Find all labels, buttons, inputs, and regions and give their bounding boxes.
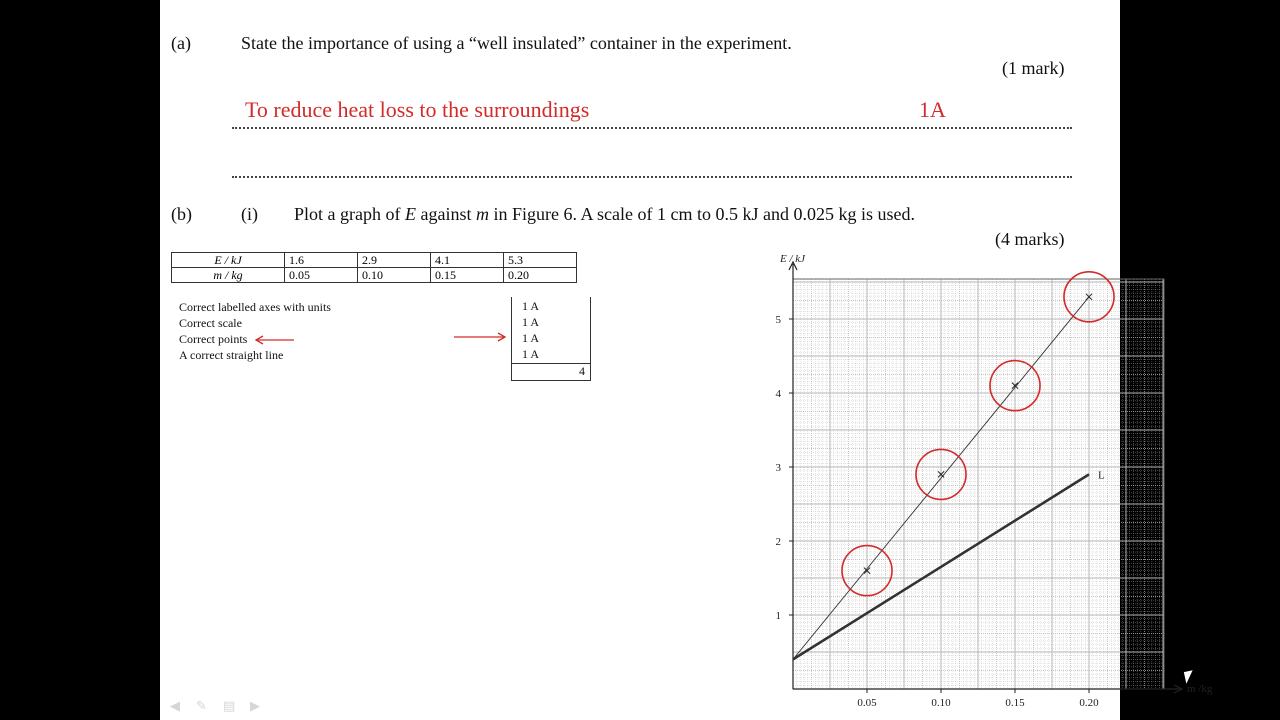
criterion-item: Correct scale <box>179 316 242 330</box>
marks-total: 4 <box>579 364 585 378</box>
question-a-marks: (1 mark) <box>1002 58 1065 78</box>
table-row <box>172 253 577 268</box>
table-cell: 0.10 <box>358 268 431 283</box>
table-cell: 5.3 <box>504 253 577 268</box>
graph-grid <box>793 279 1164 689</box>
x-tick-label: 0.15 <box>1005 697 1025 709</box>
answer-a-mark: 1A <box>919 97 946 122</box>
question-a-label: (a) <box>171 33 191 53</box>
table-header: E / kJ <box>172 253 285 268</box>
question-b-sub-label: (i) <box>241 204 258 224</box>
table-cell: 1.6 <box>285 253 358 268</box>
marks-bottom-border <box>512 380 590 381</box>
y-tick-label: 5 <box>775 314 781 326</box>
question-b-marks: (4 marks) <box>995 229 1065 249</box>
mark-item: 1 A <box>522 347 540 361</box>
mark-item: 1 A <box>522 315 540 329</box>
data-table <box>171 252 577 283</box>
line-label-l: L <box>1098 469 1105 482</box>
mouse-cursor-icon <box>1184 670 1195 684</box>
criterion-item: A correct straight line <box>179 348 284 362</box>
marks-box <box>511 297 591 381</box>
pen-icon[interactable]: ✎ <box>196 698 207 713</box>
y-tick-label: 3 <box>775 462 781 474</box>
y-tick-label: 1 <box>775 610 781 622</box>
right-arrow-icon <box>452 332 508 342</box>
table-cell: 2.9 <box>358 253 431 268</box>
table-cell: 0.20 <box>504 268 577 283</box>
x-axis-label: m /kg <box>1187 683 1213 695</box>
criterion-item: Correct points <box>179 331 331 347</box>
mark-item: 1 A <box>522 299 540 313</box>
prev-icon[interactable]: ◀ <box>170 698 180 713</box>
slide-page <box>160 0 1213 720</box>
y-tick-label: 2 <box>775 536 781 548</box>
y-tick-label: 4 <box>775 388 781 400</box>
energy-mass-graph <box>600 250 1213 716</box>
table-header: m / kg <box>172 268 285 283</box>
x-tick-label: 0.10 <box>931 697 951 709</box>
mark-item: 1 A <box>522 331 540 345</box>
question-b-text: Plot a graph of E against m in Figure 6. A scale of 1 cm to 0.5 kJ and 0.025 kg is used. <box>294 204 915 224</box>
criterion-item: Correct labelled axes with units <box>179 300 331 314</box>
answer-line-2 <box>232 176 1072 178</box>
x-tick-label: 0.05 <box>857 697 877 709</box>
question-a-text: State the importance of using a “well insulated” container in the experiment. <box>241 33 792 53</box>
table-cell: 0.15 <box>431 268 504 283</box>
table-cell: 4.1 <box>431 253 504 268</box>
question-b-label: (b) <box>171 204 192 224</box>
menu-icon[interactable]: ▤ <box>223 698 236 713</box>
y-axis-label: E / kJ <box>780 253 806 265</box>
x-tick-label: 0.20 <box>1079 697 1099 709</box>
next-icon[interactable]: ▶ <box>250 698 260 713</box>
answer-a-text: To reduce heat loss to the surroundings <box>245 97 590 122</box>
table-cell: 0.05 <box>285 268 358 283</box>
left-arrow-icon <box>254 335 296 345</box>
answer-line-1 <box>232 127 1072 129</box>
table-row <box>172 268 577 283</box>
marking-criteria <box>179 299 331 363</box>
